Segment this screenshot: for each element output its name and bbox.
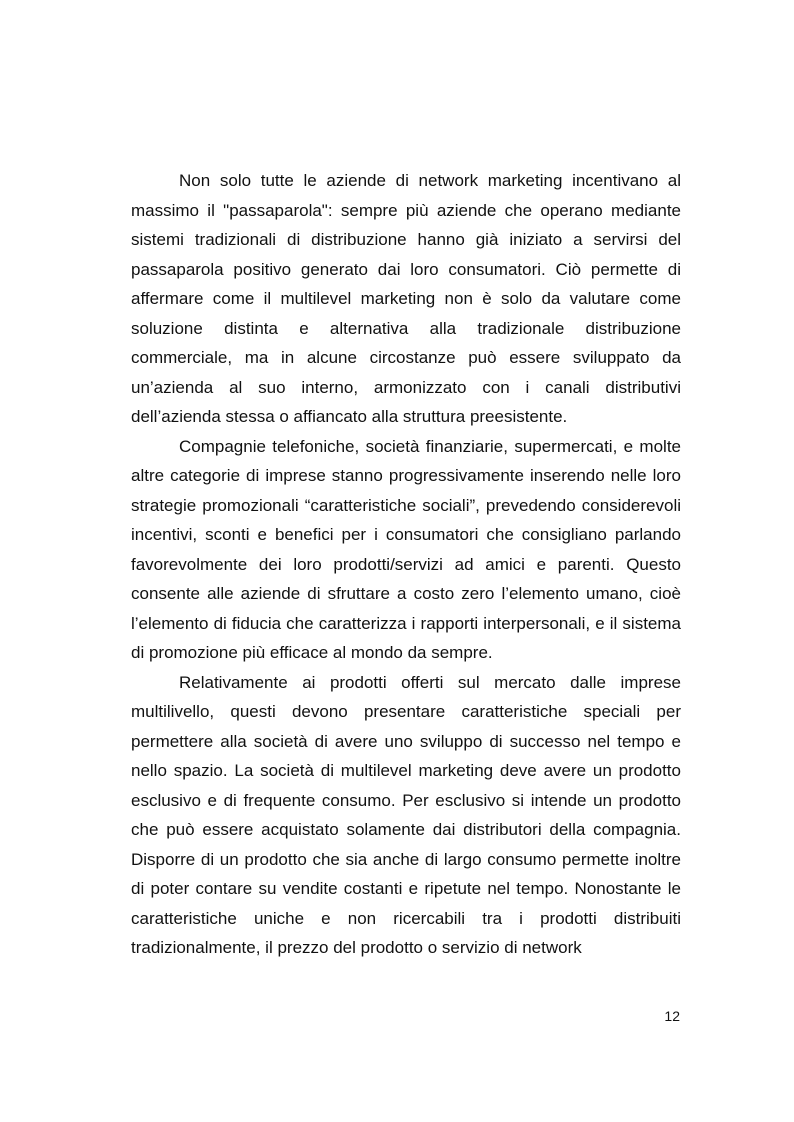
page-number: 12 [664,1008,680,1024]
body-text [131,166,681,963]
paragraph-3: Relativamente ai prodotti offerti sul mercato dalle imprese multilivello, questi devono presentare caratteristiche speciali per permettere alla società di avere uno sviluppo di successo nel tempo e nello spazio. La società di multilevel marketing deve avere un prodotto esclusivo e di frequente consumo. Per esclusivo si intende un prodotto che può essere acquistato solamente dai distributori della compagnia. Disporre di un prodotto che sia anche di largo consumo permette inoltre di poter contare su vendite costanti e ripetute nel tempo. Nonostante le caratteristiche uniche e non ricercabili tra i prodotti distribuiti tradizionalmente, il prezzo del prodotto o servizio di network [131,672,681,957]
paragraph-2: Compagnie telefoniche, società finanziarie, supermercati, e molte altre categorie di imprese stanno progressivamente inserendo nelle loro strategie promozionali “caratteristiche sociali”, prevedendo considerevoli incentivi, sconti e benefici per i consumatori che consigliano parlando favorevolmente dei loro prodotti/servizi ad amici e parenti. Questo consente alle aziende di sfruttare a costo zero l’elemento umano, cioè l’elemento di fiducia che caratterizza i rapporti interpersonali, e il sistema di promozione più efficace al mondo da sempre. [131,436,681,662]
paragraph-1: Non solo tutte le aziende di network marketing incentivano al massimo il "passaparola": sempre più aziende che operano mediante sistemi tradizionali di distribuzione hanno già iniziato a servirsi del passaparola positivo generato dai loro consumatori. Ciò permette di affermare come il multilevel marketing non è solo da valutare come soluzione distinta e alternativa alla tradizionale distribuzione commerciale, ma in alcune circostanze può essere sviluppato da un’azienda al suo interno, armonizzato con i canali distributivi dell’azienda stessa o affiancato alla struttura preesistente. [131,171,681,426]
